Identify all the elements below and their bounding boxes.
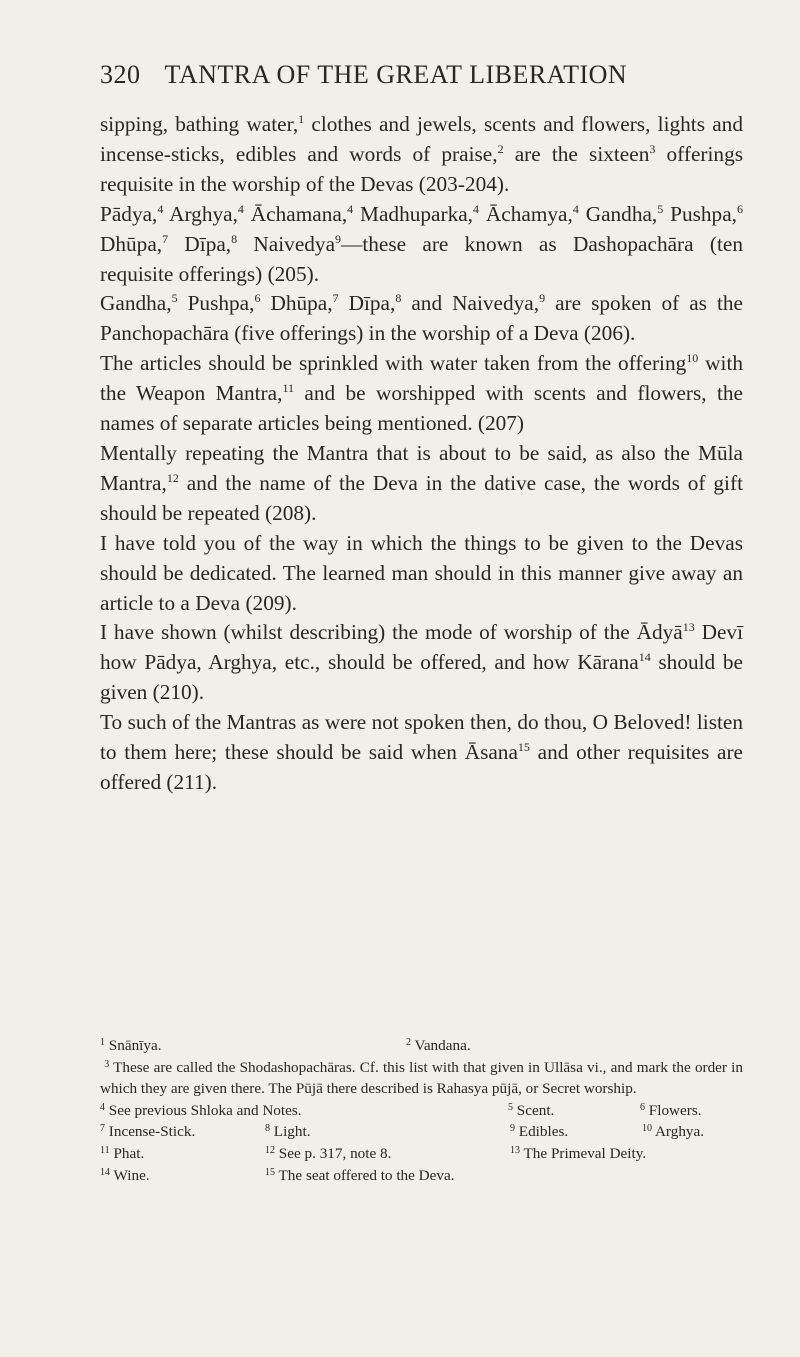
footnote-row <box>100 1121 743 1143</box>
footnote-ref: 8 <box>395 291 402 306</box>
paragraph-text: Dīpa, <box>338 291 396 316</box>
paragraph-text: should be given (210). <box>100 650 743 705</box>
footnote-ref: 4 <box>572 201 579 216</box>
paragraph <box>100 349 743 439</box>
paragraph-text: with the Weapon Mantra, <box>100 351 744 406</box>
paragraph <box>100 110 743 200</box>
footnote-8: $^8$ Light. <box>265 1123 311 1141</box>
footnote-ref: 4 <box>157 201 164 216</box>
footnote-ref: 15 <box>517 740 530 755</box>
footnote-12: $^{12}$ See p. 317, note 8. <box>265 1144 392 1162</box>
paragraph-text: Dīpa, <box>168 231 232 256</box>
footnote-ref: 3 <box>649 141 656 156</box>
paragraph <box>100 529 743 619</box>
footnote-10: $^{10}$ Arghya. <box>642 1123 705 1141</box>
paragraph-text: Āchamana, <box>243 201 348 226</box>
paragraph-text: Pushpa, <box>663 201 737 226</box>
paragraph-text: and other requisites are offered (211). <box>100 740 743 794</box>
footnote-13: $^{13}$ The Primeval Deity. <box>510 1144 647 1162</box>
paragraph-text: Pushpa, <box>177 291 255 316</box>
paragraph-text: —these are known as Dashopachāra (ten requisite offerings) (205). <box>100 231 743 286</box>
footnote-row <box>100 1035 743 1057</box>
main-text <box>100 110 743 798</box>
footnote-2: $^2$ Vandana. <box>406 1037 471 1054</box>
footnote-15: $^{15}$ The seat offered to the Deva. <box>265 1166 455 1184</box>
paragraph <box>100 439 743 529</box>
footnote-ref: 7 <box>332 291 339 306</box>
footnote-ref: 11 <box>282 381 294 396</box>
footnote-11: $^{11}$ Phat. <box>100 1144 145 1162</box>
footnote-5: $^5$ Scent. <box>508 1101 555 1119</box>
page-number: 320 <box>100 60 141 89</box>
footnote-3: $^3$ These are called the Shodashopachāras. Cf. this list with that given in Ullāsa vi., and mark the order in which they are given there. The Pūjā there described is Rahasya pūjā, or Secret worship. <box>100 1058 743 1098</box>
footnote-ref: 6 <box>737 201 743 216</box>
paragraph-text: Gandha, <box>100 291 172 316</box>
footnote-9: $^9$ Edibles. <box>510 1123 569 1141</box>
footnote-ref: 1 <box>298 112 305 126</box>
paragraph-text: offerings requisite in the worship of the Devas (203-204). <box>100 141 744 196</box>
paragraph-text: Madhuparka, <box>353 201 473 226</box>
footnote-ref: 9 <box>539 291 546 306</box>
footnote-ref: 7 <box>162 231 169 246</box>
paragraph-text: Devī how Pādya, Arghya, etc., should be offered, and how Kārana <box>100 620 743 675</box>
paragraph <box>100 289 743 349</box>
paragraph-text: are the sixteen <box>503 141 650 166</box>
footnote-7: $^7$ Incense-Stick. <box>100 1123 196 1141</box>
paragraph <box>100 200 743 290</box>
footnote-ref: 8 <box>231 231 238 246</box>
paragraph-text: To such of the Mantras as were not spoken then, do thou, O Beloved! listen to them here; these should be said when Āsana <box>100 710 743 765</box>
footnote-ref: 9 <box>335 231 342 246</box>
footnote-row <box>100 1143 743 1165</box>
paragraph-text: Dhūpa, <box>260 291 333 316</box>
paragraph-text: Āchamya, <box>479 201 573 226</box>
footnote-ref: 6 <box>254 291 261 306</box>
footnote-ref: 5 <box>171 291 178 306</box>
paragraph-text: The articles should be sprinkled with water taken from the offering <box>100 351 687 376</box>
paragraph-text: Mentally repeating the Mantra that is about to be said, as also the Mūla Mantra, <box>100 440 743 495</box>
paragraph-text: clothes and jewels, scents and flowers, lights and incense-sticks, edibles and words of praise, <box>100 112 743 166</box>
paragraph-text: I have told you of the way in which the things to be given to the Devas should be dedicated. The learned man should in this manner give away an article to a Deva (209). <box>100 530 743 615</box>
paragraph <box>100 708 743 798</box>
footnote-row <box>100 1100 743 1122</box>
paragraph-text: Naivedya <box>237 231 336 256</box>
footnote-row <box>100 1165 743 1187</box>
footnote-ref: 13 <box>682 620 695 635</box>
paragraph-text: sipping, bathing water, <box>100 112 299 136</box>
footnote-1: $^1$ Snānīya. <box>100 1037 162 1054</box>
footnote-ref: 5 <box>657 201 664 216</box>
running-header <box>100 60 750 90</box>
footnote-ref: 14 <box>638 650 651 665</box>
paragraph-text: Gandha, <box>578 201 658 226</box>
footnotes <box>100 1035 743 1186</box>
footnote-ref: 4 <box>347 201 354 216</box>
paragraph-text: and be worshipped with scents and flowers, the names of separate articles being mentioned. (207) <box>100 381 743 436</box>
paragraph-text: Dhūpa, <box>100 231 163 256</box>
footnote-ref: 2 <box>497 141 504 156</box>
paragraph-text: Pādya, <box>100 201 158 226</box>
running-title: TANTRA OF THE GREAT LIBERATION <box>164 60 628 89</box>
paragraph <box>100 618 743 708</box>
paragraph-text: and the name of the Deva in the dative case, the words of gift should be repeated (208). <box>100 470 743 525</box>
footnote-14: $^{14}$ Wine. <box>100 1166 150 1184</box>
paragraph-text: I have shown (whilst describing) the mode of worship of the Ādyā <box>100 620 683 645</box>
footnote-ref: 10 <box>686 351 699 366</box>
paragraph-text: are spoken of as the Panchopachāra (five offerings) in the worship of a Deva (206). <box>100 291 744 346</box>
footnote-6: $^6$ Flowers. <box>640 1101 702 1119</box>
paragraph-text: and Naivedya, <box>401 291 540 316</box>
paragraph-text: Arghya, <box>163 201 238 226</box>
footnote-ref: 12 <box>166 470 179 485</box>
footnote-ref: 4 <box>473 201 479 216</box>
footnote-ref: 4 <box>237 201 244 216</box>
footnote-4: $^4$ See previous Shloka and Notes. <box>100 1101 302 1119</box>
